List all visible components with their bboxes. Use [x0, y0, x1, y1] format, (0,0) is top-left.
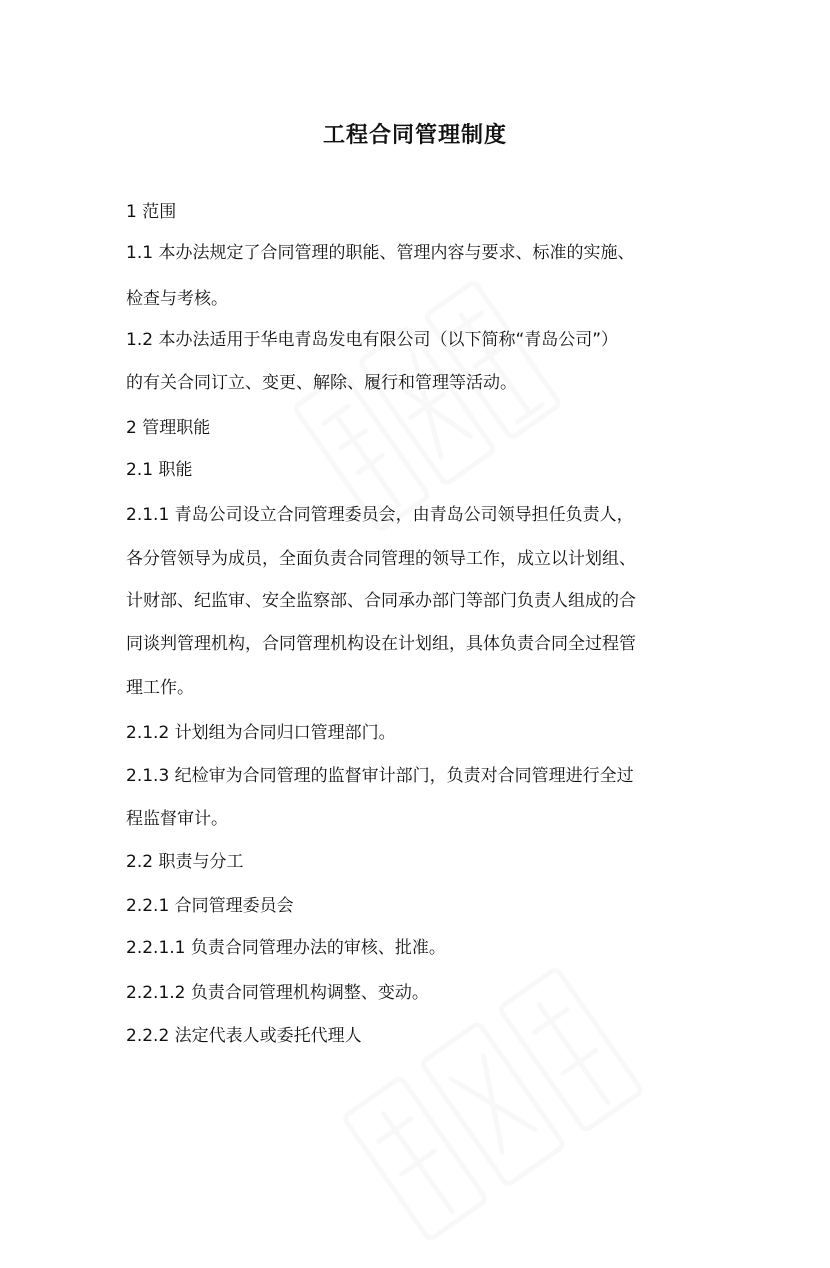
paragraph-line: 1.2 本办法适用于华电青岛发电有限公司（以下简称“青岛公司”） — [126, 330, 619, 350]
page-title: 工程合同管理制度 — [322, 123, 507, 148]
paragraph-line: 2.1.1 青岛公司设立合同管理委员会，由青岛公司领导担任负责人， — [126, 505, 634, 525]
paragraph-line: 的有关合同订立、变更、解除、履行和管理等活动。 — [126, 373, 517, 393]
paragraph-line: 程监督审计。 — [126, 809, 228, 829]
subsection-heading-2-2-2: 2.2.2 法定代表人或委托代理人 — [126, 1026, 362, 1046]
paragraph-line: 检查与考核。 — [126, 289, 228, 309]
paragraph-line: 同谈判管理机构，合同管理机构设在计划组，具体负责合同全过程管 — [126, 634, 636, 654]
subsection-heading-2-1: 2.1 职能 — [126, 460, 193, 480]
subsection-heading-2-2: 2.2 职责与分工 — [126, 852, 244, 872]
subsection-heading-2-2-1: 2.2.1 合同管理委员会 — [126, 896, 294, 916]
paragraph-line: 各分管领导为成员，全面负责合同管理的领导工作，成立以计划组、 — [126, 549, 636, 569]
paragraph-line: 2.2.1.2 负责合同管理机构调整、变动。 — [126, 983, 429, 1003]
paragraph-line: 计财部、纪监审、安全监察部、合同承办部门等部门负责人组成的合 — [126, 591, 636, 611]
paragraph-line: 2.1.3 纪检审为合同管理的监督审计部门，负责对合同管理进行全过 — [126, 766, 634, 786]
paragraph-line: 2.2.1.1 负责合同管理办法的审核、批准。 — [126, 938, 446, 958]
section-heading-2: 2 管理职能 — [126, 418, 211, 438]
paragraph-line: 2.1.2 计划组为合同归口管理部门。 — [126, 723, 396, 743]
paragraph-line: 1.1 本办法规定了合同管理的职能、管理内容与要求、标准的实施、 — [126, 243, 635, 263]
paragraph-line: 理工作。 — [126, 678, 194, 698]
section-heading-1: 1 范围 — [126, 202, 177, 222]
